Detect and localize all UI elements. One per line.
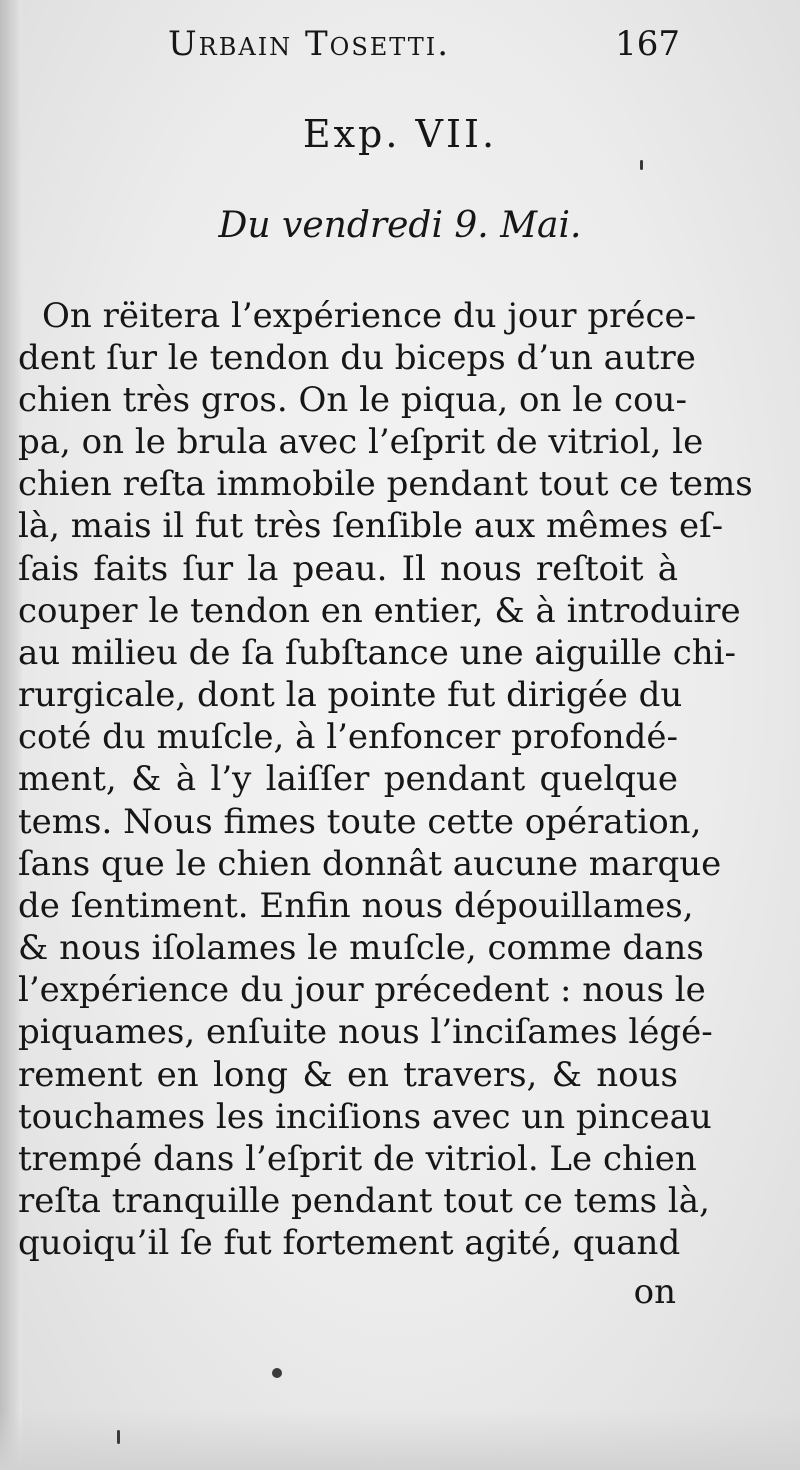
catchword: on (633, 1272, 676, 1312)
text-line: l’expérience du jour précedent : nous le (18, 970, 706, 1010)
text-line: coté du muſcle, à l’enfoncer profondé- (18, 717, 678, 757)
text-line: reſta tranquille pendant tout ce tems là, (18, 1181, 710, 1221)
text-line: rurgicale, dont la pointe fut dirigée du (18, 675, 683, 715)
text-line: ſais faits ſur la peau. Il nous reſtoit à (18, 549, 678, 589)
running-title: Urbain Tosetti. (168, 24, 451, 64)
text-line: ſans que le chien donnât aucune marque (18, 844, 722, 884)
date-heading: Du vendredi 9. Mai. (218, 205, 582, 246)
page-number: 167 (615, 24, 680, 64)
text-line: couper le tendon en entier, & à introduire (18, 591, 741, 631)
text-line: trempé dans l’eſprit de vitriol. Le chien (18, 1139, 697, 1179)
text-line: là, mais il fut très ſenſible aux mêmes eſ- (18, 506, 724, 546)
text-line: tems. Nous fimes toute cette opération, (18, 802, 702, 842)
text-line: au milieu de ſa ſubſtance une aiguille chi- (18, 633, 737, 673)
text-line: dent ſur le tendon du biceps d’un autre (18, 338, 696, 378)
text-line: touchames les inciſions avec un pinceau (18, 1097, 712, 1137)
text-line: pa, on le brula avec l’eſprit de vitriol, le (18, 422, 704, 462)
text-line: chien reſta immobile pendant tout ce tems (18, 464, 753, 504)
text-line: ment, & à l’y laiſſer pendant quelque (18, 759, 678, 799)
text-line: rement en long & en travers, & nous (18, 1055, 678, 1095)
text-line: & nous iſolames le muſcle, comme dans (18, 928, 704, 968)
text-line: On rëitera l’expérience du jour préce- (42, 296, 697, 336)
text-line: chien très gros. On le piqua, on le cou- (18, 380, 687, 420)
text-line: quoiqu’il ſe fut fortement agité, quand (18, 1223, 681, 1263)
experiment-heading: Exp. VII. (302, 112, 498, 156)
text-line: piquames, enſuite nous l’inciſames légé- (18, 1012, 713, 1052)
text-line: de ſentiment. Enfin nous dépouillames, (18, 886, 694, 926)
